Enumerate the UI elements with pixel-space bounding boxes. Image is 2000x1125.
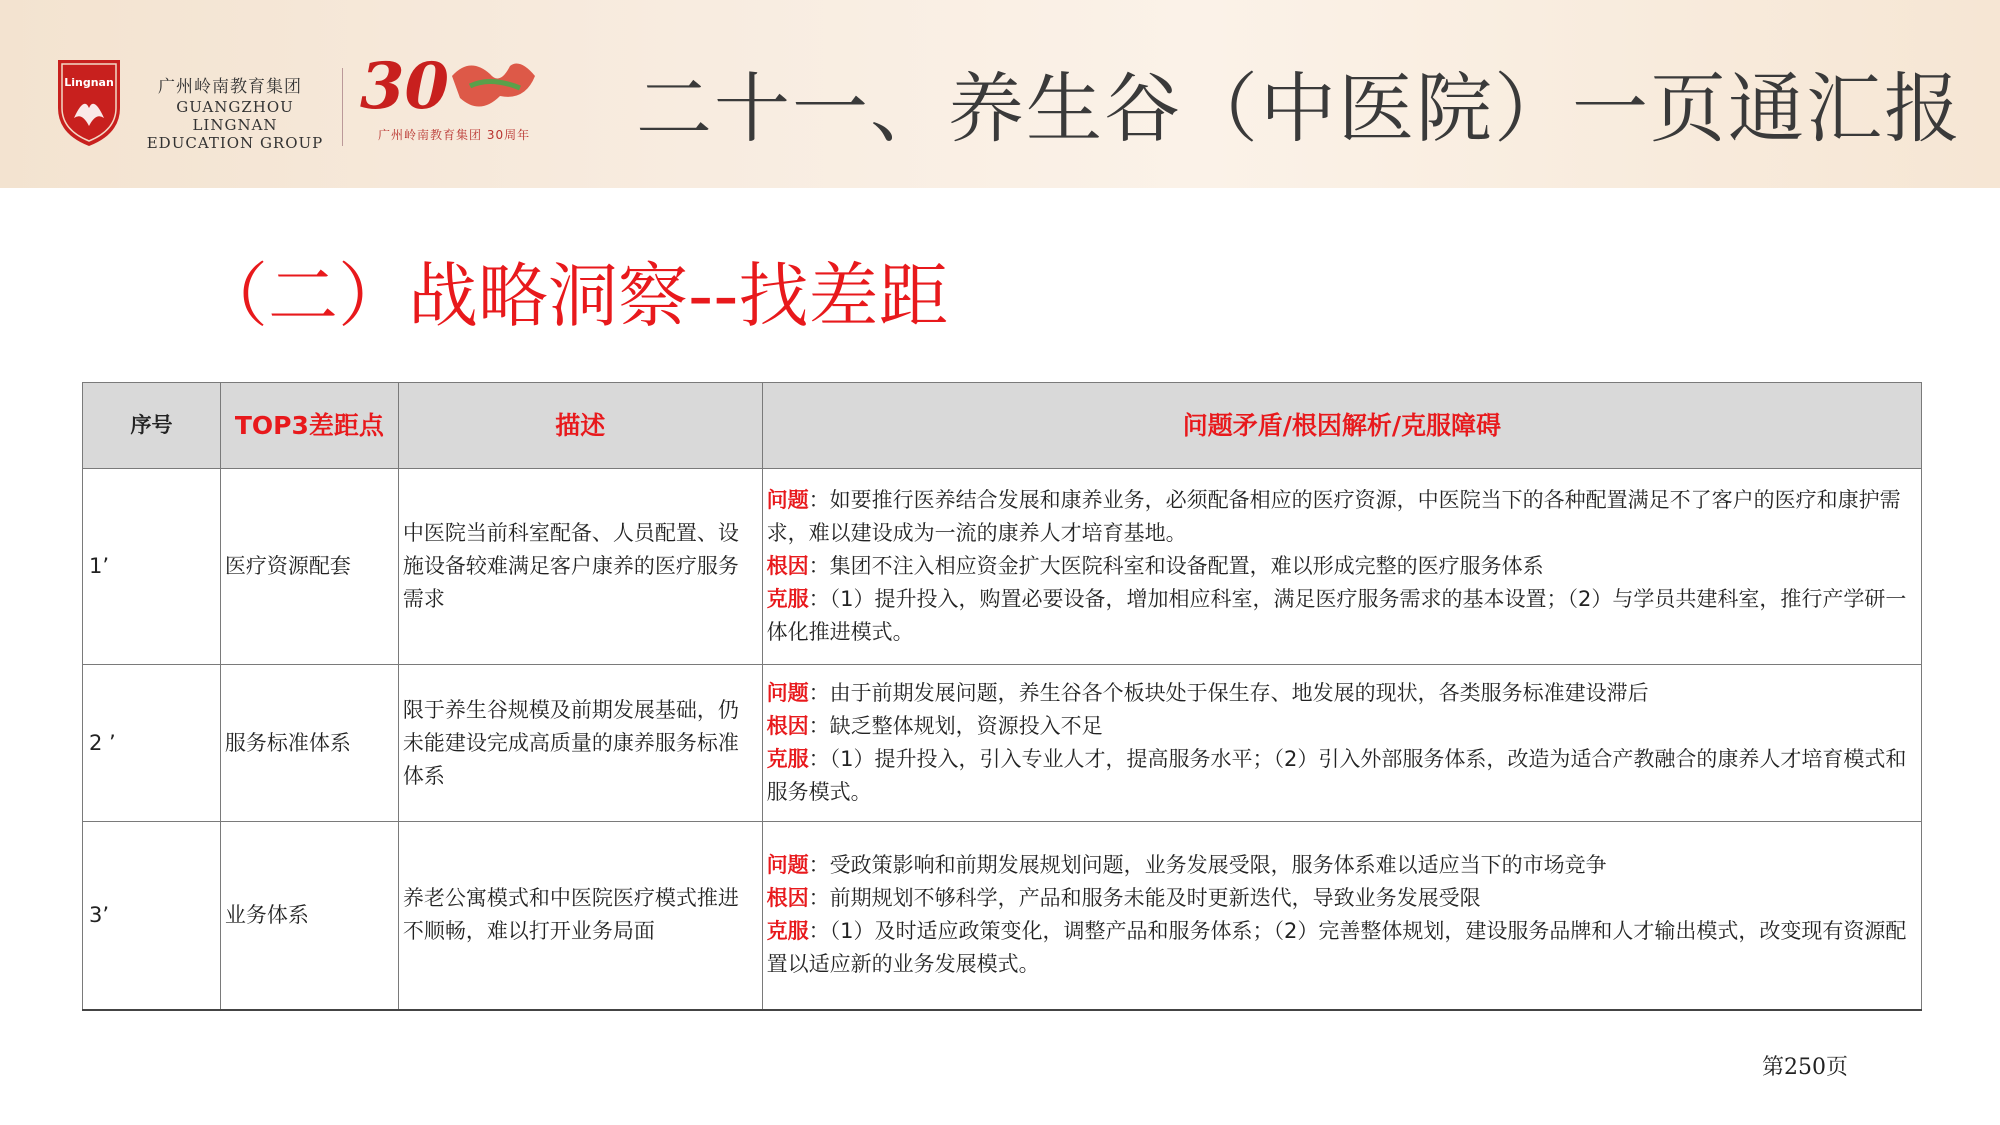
page-title: 二十一、养生谷（中医院）一页通汇报 <box>636 64 1962 153</box>
svg-text:30: 30 <box>360 49 450 124</box>
problem-line: 问题：如要推行医养结合发展和康养业务，必须配备相应的医疗资源，中医院当下的各种配置满足不了客户的医疗和康护需求，难以建设成为一流的康养人才培育基地。 <box>766 488 1901 545</box>
cause-label: 根因 <box>766 554 809 578</box>
svg-text:Lingnan: Lingnan <box>64 76 114 89</box>
row-analysis <box>762 469 1921 665</box>
overcome-label: 克服 <box>766 919 809 944</box>
overcome-line: 克服：（1）提升投入，购置必要设备，增加相应科室，满足医疗服务需求的基本设置；（2）与学员共建科室，推行产学研一体化推进模式。 <box>766 587 1907 644</box>
row-desc: 限于养生谷规模及前期发展基础，仍未能建设完成高质量的康养服务标准体系 <box>398 665 762 822</box>
cause-line: 根因：集团不注入相应资金扩大医院科室和设备配置，难以形成完整的医疗服务体系 <box>766 554 1544 578</box>
gap-analysis-table <box>82 382 1922 1011</box>
row-analysis <box>762 822 1921 1010</box>
cause-label: 根因 <box>766 714 809 738</box>
anniversary-caption: 广州岭南教育集团 30周年 <box>378 128 531 142</box>
row-seq: 3’ <box>83 822 221 1010</box>
problem-label: 问题 <box>766 681 809 705</box>
problem-label: 问题 <box>766 853 809 878</box>
anniversary-30-logo-icon <box>360 46 570 136</box>
row-gap: 医疗资源配套 <box>220 469 398 665</box>
row-seq: 2 ’ <box>83 665 221 822</box>
logo-divider <box>342 68 343 146</box>
header-gap: TOP3差距点 <box>220 383 398 469</box>
row-analysis <box>762 665 1921 822</box>
header-analysis: 问题矛盾/根因解析/克服障碍 <box>762 383 1921 469</box>
group-name-en: GUANGZHOU LINGNAN EDUCATION GROUP <box>146 98 324 152</box>
page-number: 第250页 <box>1762 1055 1848 1080</box>
row-desc: 中医院当前科室配备、人员配置、设施设备较难满足客户康养的医疗服务需求 <box>398 469 762 665</box>
lingnan-shield-logo-icon <box>54 56 124 148</box>
header-desc: 描述 <box>398 383 762 469</box>
row-gap: 业务体系 <box>220 822 398 1010</box>
table-row <box>83 665 1922 822</box>
table-row <box>83 469 1922 665</box>
cause-line: 根因：前期规划不够科学，产品和服务未能及时更新迭代，导致业务发展受限 <box>766 886 1481 911</box>
section-subtitle: （二）战略洞察--找差距 <box>198 255 949 337</box>
header-seq: 序号 <box>83 383 221 469</box>
overcome-line: 克服：（1）及时适应政策变化，调整产品和服务体系；（2）完善整体规划，建设服务品牌和人才输出模式，改变现有资源配置以适应新的业务发展模式。 <box>766 919 1907 977</box>
cause-label: 根因 <box>766 886 809 911</box>
row-desc: 养老公寓模式和中医院医疗模式推进不顺畅，难以打开业务局面 <box>398 822 762 1010</box>
table-row <box>83 822 1922 1010</box>
overcome-label: 克服 <box>766 747 809 771</box>
problem-line: 问题：受政策影响和前期发展规划问题，业务发展受限，服务体系难以适应当下的市场竞争 <box>766 853 1607 878</box>
row-gap: 服务标准体系 <box>220 665 398 822</box>
cause-line: 根因：缺乏整体规划，资源投入不足 <box>766 714 1103 738</box>
table-header-row <box>83 383 1922 469</box>
group-name-cn: 广州岭南教育集团 <box>158 77 302 97</box>
problem-line: 问题：由于前期发展问题，养生谷各个板块处于保生存、地发展的现状，各类服务标准建设滞后 <box>766 681 1649 705</box>
overcome-label: 克服 <box>766 587 809 611</box>
problem-label: 问题 <box>766 488 809 512</box>
row-seq: 1’ <box>83 469 221 665</box>
header-band <box>0 0 2000 188</box>
overcome-line: 克服：（1）提升投入，引入专业人才，提高服务水平；（2）引入外部服务体系，改造为适合产教融合的康养人才培育模式和服务模式。 <box>766 747 1907 804</box>
